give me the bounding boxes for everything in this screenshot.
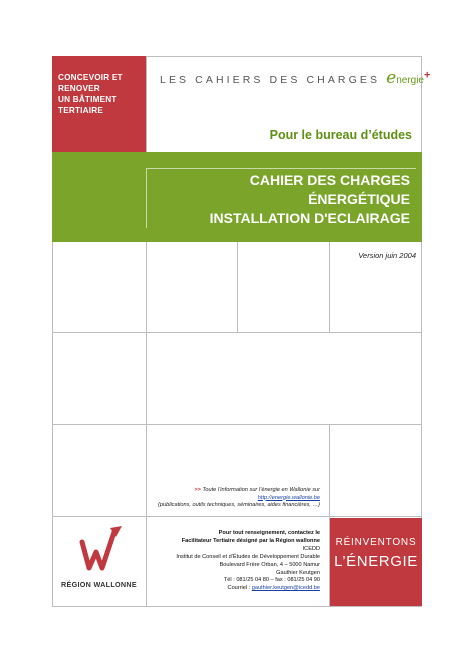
tagline-box [330, 518, 422, 606]
title-line-2: ÉNERGÉTIQUE [308, 191, 410, 207]
arrow-icon: >> [194, 487, 201, 493]
brand-line-3: UN BÂTIMENT [58, 95, 117, 104]
region-wallonne-logo [52, 518, 146, 606]
contact-person: Gauthier Keutgen [276, 569, 320, 576]
energie-logo-e: e [386, 68, 397, 88]
audience-subtitle: Pour le bureau d’études [269, 128, 412, 142]
contact-subheading: Facilitateur Tertiaire désigné par la Région wallonne [181, 537, 320, 544]
tagline-line-1: RÉINVENTONS [335, 537, 417, 548]
contact-phone: Tél : 081/25 04 80 – fax : 081/25 04 90 [223, 577, 320, 584]
email-label: Courriel : [227, 585, 251, 592]
wallonia-rooster-icon [52, 518, 146, 580]
info-details: (publications, outils techniques, séminaires, aides financières, …) [158, 502, 320, 508]
info-line: Toute l’information sur l’énergie en Wallonie sur [202, 487, 320, 493]
energie-logo-text: nergie [396, 75, 424, 86]
tagline-line-2: L’ÉNERGIE [334, 553, 418, 570]
grid-hline-3 [52, 516, 422, 517]
document-title [210, 171, 410, 228]
grid-vline-2 [237, 242, 238, 332]
contact-org: ICEDD [302, 545, 320, 552]
brand-box-text [58, 72, 144, 116]
contact-address: Boulevard Frère Orban, 4 – 5000 Namur [219, 561, 320, 568]
contact-block [150, 530, 320, 593]
region-wallonne-label: RÉGION WALLONNE [61, 580, 137, 589]
brand-line-1: CONCEVOIR ET [58, 73, 123, 82]
info-block [150, 487, 320, 510]
grid-hline-2 [52, 424, 422, 425]
version-label: Version juin 2004 [358, 251, 416, 260]
grid-hline-1 [52, 332, 422, 333]
frame-bottom-line [52, 606, 422, 607]
brand-line-4: TERTIAIRE [58, 106, 104, 115]
contact-org-full: Institut de Conseil et d’Études de Développement Durable [176, 553, 320, 560]
title-frame [146, 168, 416, 228]
energie-logo-plus: + [424, 69, 431, 82]
series-header [160, 68, 430, 92]
title-line-3: INSTALLATION D'ECLAIRAGE [209, 210, 410, 226]
title-line-1: CAHIER DES CHARGES [249, 172, 410, 188]
contact-heading: Pour tout renseignement, contactez le [218, 530, 320, 536]
website-link[interactable]: http://energie.wallonie.be [257, 494, 320, 501]
series-title: LES CAHIERS DES CHARGES [160, 74, 381, 86]
brand-box [52, 56, 146, 152]
brand-line-2: RENOVER [58, 84, 100, 93]
email-link[interactable]: gauthier.keutgen@icedd.be [251, 585, 320, 592]
